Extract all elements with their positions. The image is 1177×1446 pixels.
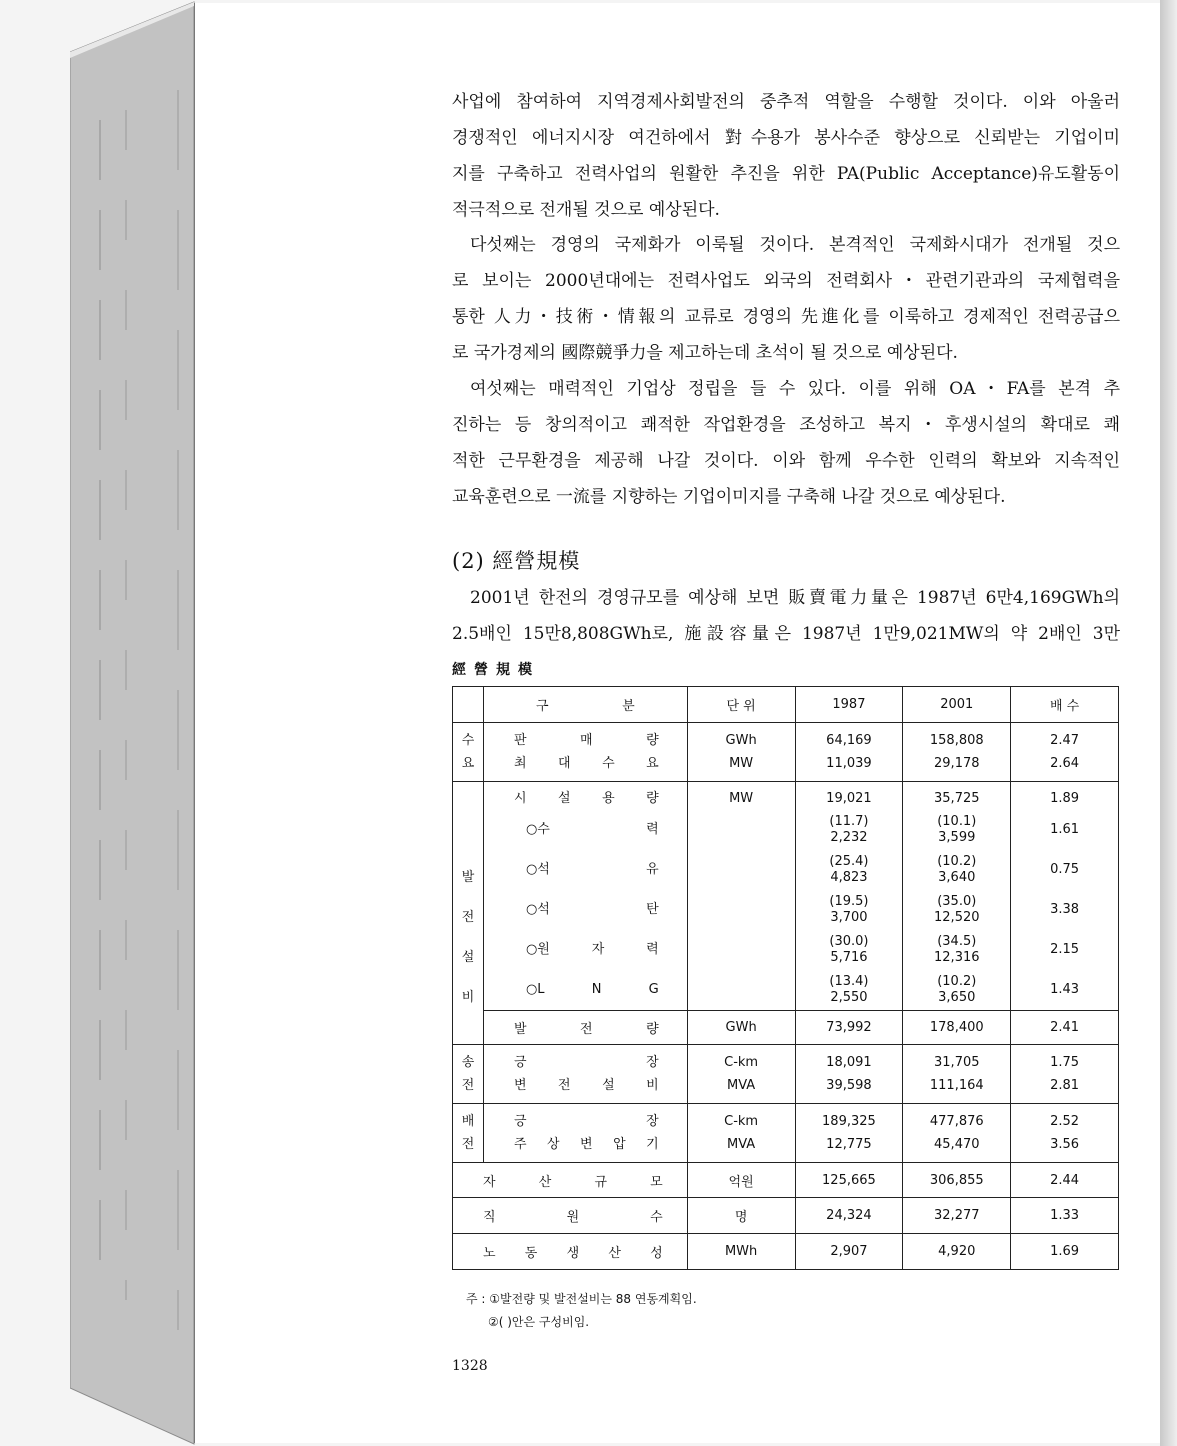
text-line: 로 국가경제의 國際競爭力을 제고하는데 초석이 될 것으로 예상된다.: [452, 343, 958, 363]
table-note-2: ②( )안은 구성비임.: [488, 1315, 590, 1329]
table-row-demand: 수 요 판 매 량 최 대 수 요 GWh MW 64,169 11,039 158,808 29,178 2.47 2.64: [453, 723, 1119, 782]
page-shadow: [1160, 0, 1177, 1446]
table-header-row: 구 분 단 위 1987 2001 배 수: [453, 687, 1119, 723]
sixth-paragraph: [452, 371, 1120, 515]
book-page-edge: [70, 0, 196, 1446]
text-line: 경쟁적인 에너지시장 여건하에서 對수용가 봉사수준 향상으로 신뢰받는 기업이미: [452, 128, 1120, 148]
section-title: (2) 經營規模: [452, 549, 581, 573]
text-line: 통한 人力・技術・情報의 교류로 경영의 先進化를 이룩하고 경제적인 전력공급으: [452, 307, 1120, 327]
management-scale-table: [452, 686, 1119, 1270]
text-line: 로 보이는 2000년대에는 전력사업도 외국의 전력회사・관련기관과의 국제협력을: [452, 271, 1120, 291]
table-row-distribution: 배 전 긍 장 주 상 변 압 기 C-km MVA 189,325 12,775 477,876 45,470 2.52 3.56: [453, 1104, 1119, 1163]
table-row-productivity: 노 동 생 산 성 MWh 2,907 4,920 1.69: [453, 1234, 1119, 1270]
text-line: 적한 근무환경을 제공해 나갈 것이다. 이와 함께 우수한 인력의 확보와 지속적인: [452, 451, 1120, 471]
text-line: 사업에 참여하여 지역경제사회발전의 중추적 역할을 수행할 것이다. 이와 아울러: [452, 92, 1120, 112]
intro-paragraph: [452, 84, 1120, 228]
table-row-employees: 직 원 수 명 24,324 32,277 1.33: [453, 1198, 1119, 1234]
text-line: 2001년 한전의 경영규모를 예상해 보면 販賣電力量은 1987년 6만4,169GWh의: [470, 588, 1120, 608]
table-row-generation-output: 발 전 량 GWh 73,992 178,400 2.41: [453, 1011, 1119, 1045]
section-paragraph: [452, 580, 1120, 652]
text-line: 진하는 등 창의적이고 쾌적한 작업환경을 조성하고 복지・후생시설의 확대로 쾌: [452, 415, 1120, 435]
fifth-paragraph: [452, 227, 1120, 371]
text-line: 적극적으로 전개될 것으로 예상된다.: [452, 200, 720, 220]
text-line: 다섯째는 경영의 국제화가 이룩될 것이다. 본격적인 국제화시대가 전개될 것으: [470, 235, 1120, 255]
table-row-transmission: 송 전 긍 장 변 전 설 비 C-km MVA 18,091 39,598 31,705 111,164 1.75 2.81: [453, 1045, 1119, 1104]
table-row-assets: 자 산 규 모 억원 125,665 306,855 2.44: [453, 1163, 1119, 1198]
text-line: 교육훈련으로 一流를 지향하는 기업이미지를 구축해 나갈 것으로 예상된다.: [452, 487, 1006, 507]
text-line: 2.5배인 15만8,808GWh로, 施設容量은 1987년 1만9,021MW의 약 2배인 3만: [452, 624, 1120, 644]
table-row-generation-capacity: 발 전 설 비 시 설 용 량 ○수 력 ○석 유 ○석 탄 ○원 자 력 ○L N G MW 19,021 (11.7) 2,232 (25.4) 4,823 (19.5) 3,700 (30.0) 5,716 (13.4) 2,550 35,725 (10.1) 3,599 (10.2) 3,640 (35.0) 12,520 (34.5) 12,316 (10.2) 3,650 1.89 1.61 0.75 3.38 2.15 1.43: [453, 782, 1119, 1011]
text-line: 여섯째는 매력적인 기업상 정립을 들 수 있다. 이를 위해 OA・FA를 본격 추: [470, 379, 1120, 399]
page-number: 1328: [452, 1358, 488, 1374]
table-note-1: 주 : ①발전량 및 발전설비는 88 연동계획임.: [466, 1292, 697, 1306]
table-caption: 經營規模: [452, 662, 540, 678]
text-line: 지를 구축하고 전력사업의 원활한 추진을 위한 PA(Public Acceptance)유도활동이: [452, 164, 1120, 184]
